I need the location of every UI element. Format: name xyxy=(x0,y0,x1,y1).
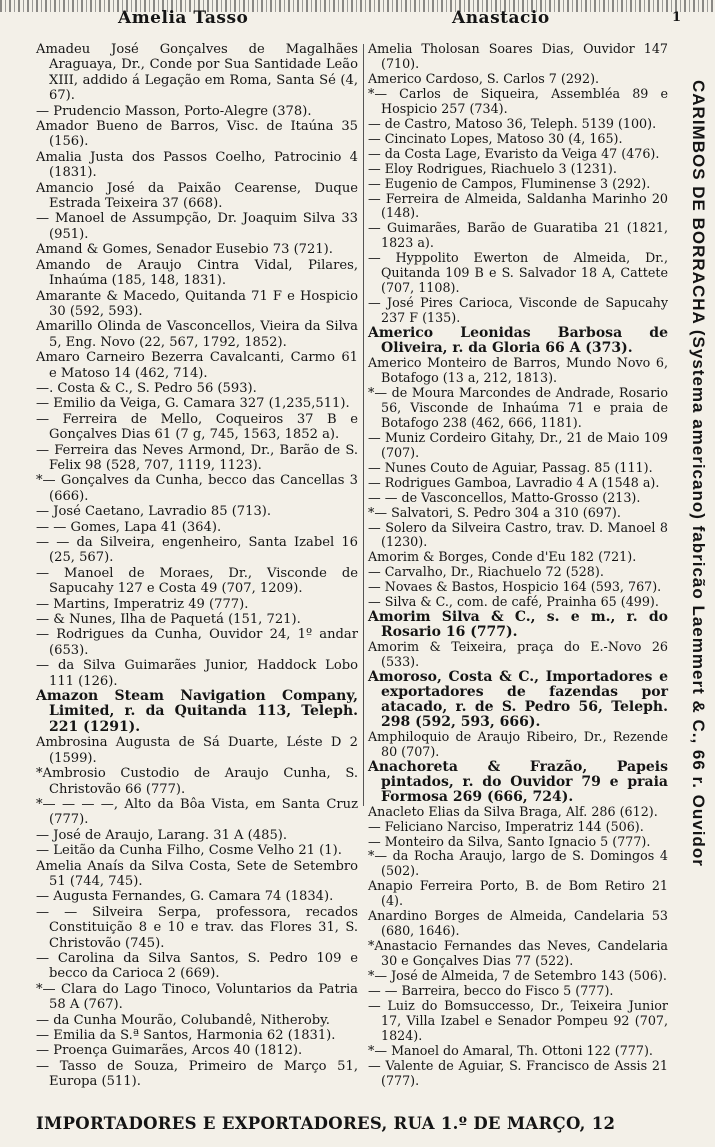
directory-entry: Amand & Gomes, Senador Eusebio 73 (721). xyxy=(36,242,333,258)
footer-advertisement xyxy=(36,1114,708,1133)
directory-entry: — Leitão da Cunha Filho, Cosme Velho 21 (1). xyxy=(36,843,342,859)
directory-entry: *— José de Almeida, 7 de Setembro 143 (506). xyxy=(368,968,667,984)
directory-entry: — Rodrigues da Cunha, Ouvidor 24, 1º andar (653). xyxy=(36,627,358,658)
directory-entry: — Proença Guimarães, Arcos 40 (1812). xyxy=(36,1043,303,1059)
directory-entry: *— da Rocha Araujo, largo de S. Domingos 4 (502). xyxy=(368,848,668,879)
directory-entry: Amarillo Olinda de Vasconcellos, Vieira da Silva 5, Eng. Novo (22, 567, 1792, 1852). xyxy=(36,319,358,350)
directory-entry: — — da Silveira, engenheiro, Santa Izabel 16 (25, 567). xyxy=(36,535,358,566)
directory-entry: *— — — —, Alto da Bôa Vista, em Santa Cruz (777). xyxy=(36,796,358,828)
directory-entry: *Anastacio Fernandes das Neves, Candelaria 30 e Gonçalves Dias 77 (522). xyxy=(368,938,668,969)
directory-entry: — da Cunha Mourão, Colubandê, Nitheroby. xyxy=(36,1012,330,1028)
directory-entry: — de Castro, Matoso 36, Teleph. 5139 (100). xyxy=(368,115,657,131)
directory-entry: — Silva & C., com. de café, Prainha 65 (499). xyxy=(368,594,659,610)
directory-entry: — Rodrigues Gamboa, Lavradio 4 A (1548 a). xyxy=(368,474,660,490)
directory-entry: — Eugenio de Campos, Fluminense 3 (292). xyxy=(368,175,651,191)
directory-entry: — — Barreira, becco do Fisco 5 (777). xyxy=(368,983,614,999)
directory-entry: Amador Bueno de Barros, Visc. de Itaúna 35 (156). xyxy=(36,119,358,150)
directory-entry: — Carolina da Silva Santos, S. Pedro 109 e becco da Carioca 2 (669). xyxy=(36,950,358,982)
directory-entry: — Prudencio Masson, Porto-Alegre (378). xyxy=(36,103,312,119)
directory-entry: *— Gonçalves da Cunha, becco das Cancellas 3 (666). xyxy=(36,473,358,504)
directory-entry: — Hyppolito Ewerton de Almeida, Dr., Quitanda 109 B e S. Salvador 18 A, Cattete (707, 1108). xyxy=(368,250,668,296)
running-head xyxy=(0,8,715,32)
directory-entry: — Novaes & Bastos, Hospicio 164 (593, 767). xyxy=(368,579,662,595)
directory-entry: — Feliciano Narciso, Imperatriz 144 (506). xyxy=(368,818,644,834)
directory-entry: Amalia Justa dos Passos Coelho, Patrocinio 4 (1831). xyxy=(36,149,358,181)
directory-entry: Amarante & Macedo, Quitanda 71 F e Hospicio 30 (592, 593). xyxy=(36,288,358,319)
directory-entry: — Augusta Fernandes, G. Camara 74 (1834). xyxy=(36,889,334,905)
directory-entry: — — de Vasconcellos, Matto-Grosso (213). xyxy=(368,489,641,505)
directory-entry: Amorim & Teixeira, praça do E.-Novo 26 (533). xyxy=(368,639,668,670)
directory-entry: — Emilia da S.ª Santos, Harmonia 62 (1831). xyxy=(36,1028,336,1043)
directory-entry: Amelia Anaís da Silva Costa, Sete de Setembro 51 (744, 745). xyxy=(36,858,358,889)
directory-entry: Anapio Ferreira Porto, B. de Bom Retiro 21 (4). xyxy=(368,878,668,909)
directory-entry: — Eloy Rodrigues, Riachuelo 3 (1231). xyxy=(368,160,617,176)
directory-entry: — Ferreira de Mello, Coqueiros 37 B e Gonçalves Dias 61 (7 g, 745, 1563, 1852 a). xyxy=(36,411,358,443)
directory-entry: *— Manoel do Amaral, Th. Ottoni 122 (777). xyxy=(368,1042,653,1058)
directory-entry: —. Costa & C., S. Pedro 56 (593). xyxy=(36,380,257,396)
directory-entry: *— Salvatori, S. Pedro 304 a 310 (697). xyxy=(368,504,621,520)
directory-entry: *— Carlos de Siqueira, Assembléa 89 e Hospicio 257 (734). xyxy=(368,85,668,116)
directory-entry: Amoroso, Costa & C., Importadores e exportadores de fazendas por atacado, r. de S. Pedro 56, Teleph. 298 (592, 593, 666). xyxy=(368,669,668,730)
side-advertisement-text: CARIMBOS DE BORRACHA (Systema americano) fabricão Laemmert & C., 66 r. Ouvidor xyxy=(689,80,708,867)
directory-entry: — Valente de Aguiar, S. Francisco de Assis 21 (777). xyxy=(368,1057,668,1088)
running-head-right: Anastacio xyxy=(452,8,550,28)
directory-entry: Anachoreta & Frazão, Papeis pintados, r. do Ouvidor 79 e praia Formosa 269 (666, 724). xyxy=(368,758,668,805)
directory-entry: Amelia Tholosan Soares Dias, Ouvidor 147 (710). xyxy=(368,41,668,71)
directory-entry: — Nunes Couto de Aguiar, Passag. 85 (111). xyxy=(368,459,653,475)
directory-entry: — Muniz Cordeiro Gitahy, Dr., 21 de Maio 109 (707). xyxy=(368,429,668,460)
directory-entry: Amorim Silva & C., s. e m., r. do Rosario 16 (777). xyxy=(368,609,668,641)
column-rule xyxy=(363,44,364,806)
directory-entry: — José Caetano, Lavradio 85 (713). xyxy=(36,504,272,520)
directory-entry: — Carvalho, Dr., Riachuelo 72 (528). xyxy=(368,564,604,580)
directory-entry: Anacleto Elias da Silva Braga, Alf. 286 (612). xyxy=(368,803,658,819)
left-column xyxy=(36,42,358,1090)
directory-entry: *— Clara do Lago Tinoco, Voluntarios da Patria 58 A (767). xyxy=(36,981,358,1013)
directory-entry: — José Pires Carioca, Visconde de Sapucahy 237 F (135). xyxy=(368,295,668,326)
directory-entry: Amadeu José Gonçalves de Magalhães Araguaya, Dr., Conde por Sua Santidade Leão XIII, addido á Legação em Roma, Santa Sé (4, 67). xyxy=(36,42,358,104)
directory-entry: — Monteiro da Silva, Santo Ignacio 5 (777). xyxy=(368,833,651,849)
directory-entry: — — Gomes, Lapa 41 (364). xyxy=(36,519,222,535)
directory-entry: Amazon Steam Navigation Company, Limited, r. da Quitanda 113, Teleph. 221 (1291). xyxy=(36,688,358,735)
directory-entry: Amancio José da Paixão Cearense, Duque Estrada Teixeira 37 (668). xyxy=(36,180,358,212)
directory-entry: Americo Cardoso, S. Carlos 7 (292). xyxy=(368,70,600,86)
directory-entry: Americo Monteiro de Barros, Mundo Novo 6, Botafogo (13 a, 212, 1813). xyxy=(368,355,668,385)
directory-entry: Amaro Carneiro Bezerra Cavalcanti, Carmo 61 e Matoso 14 (462, 714). xyxy=(36,350,358,381)
right-column xyxy=(368,42,668,1089)
directory-entry: — — Silveira Serpa, professora, recados Constituição 8 e 10 e trav. das Flores 31, S. Christovão (745). xyxy=(36,904,358,951)
side-advertisement xyxy=(686,80,708,1120)
footer-text: IMPORTADORES E EXPORTADORES, RUA 1.º DE MARÇO, 12 xyxy=(36,1114,616,1133)
directory-entry: — Luiz do Bomsuccesso, Dr., Teixeira Junior 17, Villa Izabel e Senador Pompeu 92 (707, 1824). xyxy=(368,998,668,1043)
directory-entry: — Solero da Silveira Castro, trav. D. Manoel 8 (1230). xyxy=(368,519,668,550)
directory-entry: — Emilio da Veiga, G. Camara 327 (1,235,511). xyxy=(36,396,350,412)
directory-entry: — Cincinato Lopes, Matoso 30 (4, 165). xyxy=(368,130,623,146)
page-number: 1 xyxy=(672,10,682,25)
directory-entry: Ambrosina Augusta de Sá Duarte, Léste D 2 (1599). xyxy=(36,735,358,766)
directory-entry: — Ferreira das Neves Armond, Dr., Barão de S. Felix 98 (528, 707, 1119, 1123). xyxy=(36,442,358,473)
directory-entry: — da Costa Lage, Evaristo da Veiga 47 (476). xyxy=(368,145,660,161)
directory-entry: — Ferreira de Almeida, Saldanha Marinho 20 (148). xyxy=(368,190,668,221)
directory-entry: — Manoel de Assumpção, Dr. Joaquim Silva 33 (951). xyxy=(36,211,358,242)
directory-entry: — Guimarães, Barão de Guaratiba 21 (1821, 1823 a). xyxy=(368,220,668,251)
directory-entry: — Martins, Imperatriz 49 (777). xyxy=(36,596,249,612)
directory-entry: — Tasso de Souza, Primeiro de Março 51, Europa (511). xyxy=(36,1058,358,1090)
directory-entry: Amando de Araujo Cintra Vidal, Pilares, Inhaúma (185, 148, 1831). xyxy=(36,257,358,289)
directory-entry: — José de Araujo, Larang. 31 A (485). xyxy=(36,827,288,843)
directory-entry: — Manoel de Moraes, Dr., Visconde de Sapucahy 127 e Costa 49 (707, 1209). xyxy=(36,565,358,597)
directory-entry: — & Nunes, Ilha de Paquetá (151, 721). xyxy=(36,612,301,628)
directory-entry: *Ambrosio Custodio de Araujo Cunha, S. Christovão 66 (777). xyxy=(36,766,358,797)
directory-entry: *— de Moura Marcondes de Andrade, Rosario 56, Visconde de Inhaúma 71 e praia de Botafogo 238 (462, 666, 1181). xyxy=(368,384,668,430)
directory-entry: Americo Leonidas Barbosa de Oliveira, r. da Gloria 66 A (373). xyxy=(368,325,668,357)
running-head-left: Amelia Tasso xyxy=(118,8,249,28)
directory-entry: Amphiloquio de Araujo Ribeiro, Dr., Rezende 80 (707). xyxy=(368,728,668,759)
directory-entry: Amorim & Borges, Conde d'Eu 182 (721). xyxy=(368,549,637,565)
directory-entry: — da Silva Guimarães Junior, Haddock Lobo 111 (126). xyxy=(36,658,358,689)
directory-entry: Anardino Borges de Almeida, Candelaria 53 (680, 1646). xyxy=(368,908,668,939)
